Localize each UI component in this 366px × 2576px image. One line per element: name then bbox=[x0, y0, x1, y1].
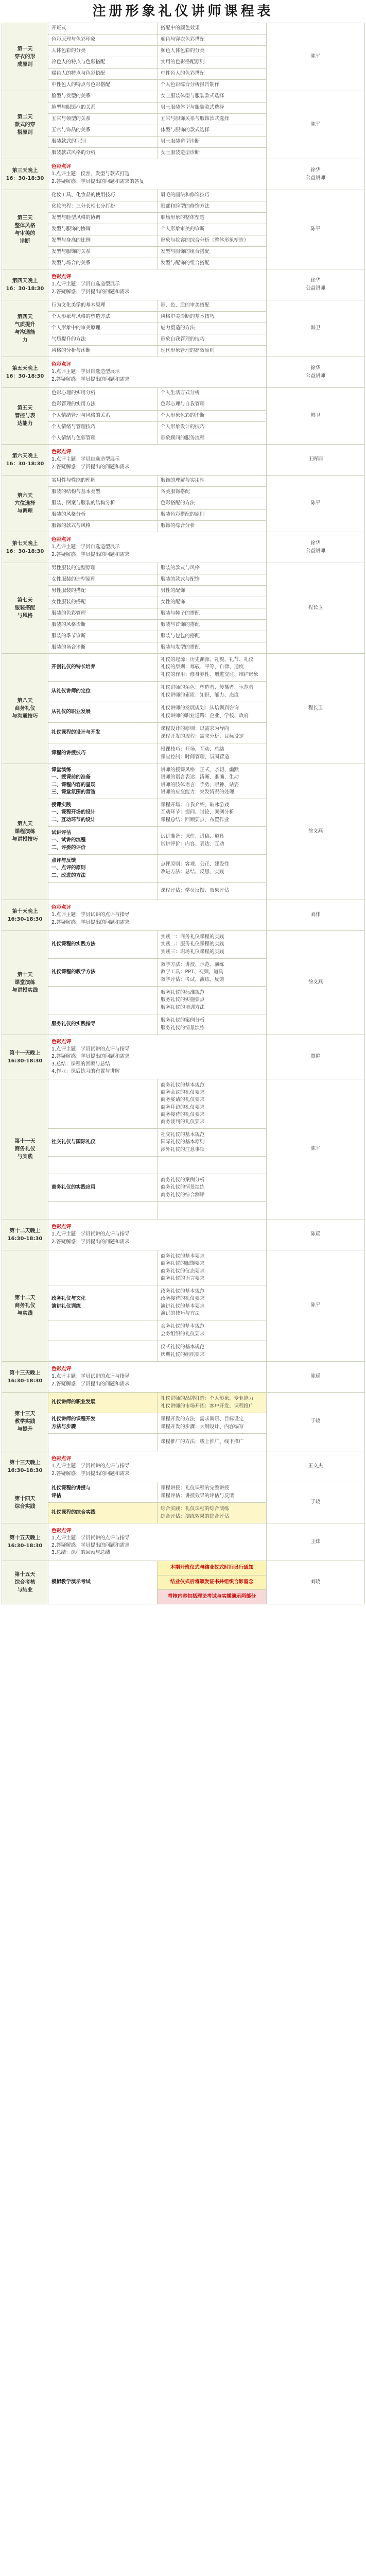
topic-cell: 颜色与穿衣色彩搭配 bbox=[158, 35, 267, 46]
day-label: 第十五天晚上 16:30-18:30 bbox=[2, 1523, 48, 1561]
topic-cell: 服装的结构与基本类型 bbox=[48, 487, 158, 498]
course-table-body bbox=[2, 23, 365, 1604]
table-row bbox=[2, 190, 365, 201]
teacher-name: 刘晓 bbox=[267, 1561, 365, 1604]
review-cell bbox=[48, 900, 267, 931]
topic-cell: 形象顾问的服务流程 bbox=[158, 433, 267, 445]
day-label: 第六天晚上 16：30-18:30 bbox=[2, 445, 48, 476]
topic-cell: 形象自我管理的技巧 bbox=[158, 334, 267, 346]
final-note: 考核内容包括理论考试与实操演示两部分 bbox=[158, 1590, 267, 1604]
topic-cell: 搭配中的颜色效果 bbox=[158, 23, 267, 35]
topic-cell: 各类服饰搭配 bbox=[158, 487, 267, 498]
day-label: 第十五天 综合考核 与结业 bbox=[2, 1561, 48, 1604]
topic-cell: 个人生活方式分析 bbox=[158, 388, 267, 399]
teacher-name: 韩卫 bbox=[267, 300, 365, 357]
day-label: 第五天 管控与表 达能力 bbox=[2, 388, 48, 445]
section-content: 实践一：商务礼仪课程的实践 实践二：服务礼仪课程的实践 实践三：职场礼仪课程的实践 bbox=[158, 931, 267, 959]
topic-cell: 中性色人的特点与色彩搭配 bbox=[48, 80, 158, 91]
topic-cell: 服装与发型的搭配 bbox=[158, 642, 267, 654]
topic-cell: 人体色彩的分类 bbox=[48, 46, 158, 57]
table-row bbox=[2, 159, 365, 190]
day-label: 第十天晚上 16:30-18:30 bbox=[2, 900, 48, 931]
topic-cell: 个人情绪与管理技巧 bbox=[48, 422, 158, 433]
section-content: 课程讲授：礼仪课程的完整讲授 课程评估：讲授效果的评估与反馈 bbox=[158, 1482, 267, 1503]
review-line: 4.作业：课后练习的布置与讲解 bbox=[51, 1068, 120, 1074]
section-heading: 礼仪课程的教学方法 bbox=[48, 959, 158, 987]
teacher-name: 徐华 公益讲师 bbox=[267, 159, 365, 190]
topic-cell: 服饰的理解与实用性 bbox=[158, 476, 267, 487]
section-content: 礼仪讲师的角色：塑造者、传播者、示范者 礼仪讲师的素质：知识、能力、态度 bbox=[158, 682, 267, 702]
topic-cell: 色彩管理的实用方法 bbox=[48, 399, 158, 411]
table-row bbox=[2, 764, 365, 799]
topic-cell: 魅力塑造的方法 bbox=[158, 323, 267, 334]
table-row bbox=[2, 931, 365, 959]
section-heading: 服务礼仪的实践指导 bbox=[48, 1014, 158, 1035]
table-row bbox=[2, 91, 365, 103]
topic-cell: 实用性与性能的理解 bbox=[48, 476, 158, 487]
topic-cell: 脸型与眼镜框的关系 bbox=[48, 103, 158, 114]
section-content: 服务礼仪的案例分析 服务礼仪的情景演练 bbox=[158, 1014, 267, 1035]
section-heading: 礼仪课程的讲授与 评估 bbox=[48, 1482, 158, 1503]
review-title: 色彩点评 bbox=[51, 1528, 72, 1534]
review-line: 2.答疑解惑：学员提出的问题和需求 bbox=[51, 1543, 130, 1548]
day-label: 第七天晚上 16：30-18:30 bbox=[2, 532, 48, 563]
topic-cell: 气质提升的方法 bbox=[48, 334, 158, 346]
topic-cell: 女性服装的搭配 bbox=[48, 597, 158, 608]
day-label: 第十一天 商务礼仪 与实践 bbox=[2, 1079, 48, 1219]
section-content: 社交礼仪的基本规范 国际礼仪的基本原则 涉外礼仪的注意事项 bbox=[158, 1129, 267, 1157]
topic-cell: 发型与服饰的关系 bbox=[48, 247, 158, 258]
section-heading bbox=[48, 1320, 158, 1341]
section-content: 试讲准备：课件、讲稿、道具 试讲评价：内容、表达、互动 bbox=[158, 827, 267, 855]
teacher-name: 徐文燕 bbox=[267, 764, 365, 900]
teacher-name: 徐华 公益讲师 bbox=[267, 357, 365, 388]
table-row bbox=[2, 23, 365, 35]
review-line: 1.点评主题：学员试讲的点评与指导 bbox=[51, 1463, 130, 1469]
review-cell bbox=[48, 357, 267, 388]
topic-cell: 女士服装造型诊断 bbox=[158, 148, 267, 159]
review-line: 1.点评主题：学员自选造型展示 bbox=[51, 369, 120, 375]
topic-cell: 服装的款式与风格 bbox=[158, 563, 267, 574]
teacher-name: 王文杰 bbox=[267, 1451, 365, 1482]
day-label: 第十二天 商务礼仪 与实践 bbox=[2, 1250, 48, 1362]
topic-cell: 服装的款式与配饰 bbox=[158, 574, 267, 586]
topic-cell: 脸型与发型的关系 bbox=[48, 91, 158, 103]
section-heading bbox=[48, 1157, 158, 1174]
review-line: 1.点评主题：学员试讲的点评与指导 bbox=[51, 1374, 130, 1380]
teacher-name: 陈平 bbox=[267, 1250, 365, 1362]
topic-cell: 开班式 bbox=[48, 23, 158, 35]
topic-cell: 服装与鞋子的搭配 bbox=[158, 608, 267, 620]
day-label: 第十天 课堂演练 与讲授实践 bbox=[2, 931, 48, 1035]
review-line: 1.点评主题：学员试讲的点评与指导 bbox=[51, 1535, 130, 1541]
review-title: 色彩点评 bbox=[51, 537, 72, 543]
topic-cell: 男性的配饰 bbox=[158, 586, 267, 597]
topic-cell: 风格审美诊断的基本技巧 bbox=[158, 312, 267, 323]
teacher-name: 陈瑶 bbox=[267, 1219, 365, 1250]
final-note: 结业仪式后将颁发证书并组织合影留念 bbox=[158, 1575, 267, 1590]
review-line: 1.点评主题：学员试讲的点评与指导 bbox=[51, 912, 130, 918]
review-cell bbox=[48, 1035, 267, 1079]
topic-cell: 实用的色彩搭配原则 bbox=[158, 57, 267, 69]
review-title: 色彩点评 bbox=[51, 1366, 72, 1372]
day-label: 第十三天晚上 16:30-18:30 bbox=[2, 1362, 48, 1393]
review-title: 色彩点评 bbox=[51, 1456, 72, 1462]
topic-cell: 职场形象的整体塑造 bbox=[158, 213, 267, 224]
topic-cell: 服装的风格分析 bbox=[48, 510, 158, 521]
section-content: 讲师的授课风格：正式、亲切、幽默 讲师的语言表达：清晰、准确、生动 讲师的肢体语言：手势、眼神、站姿 讲师的应变能力：突发情况的处理 bbox=[158, 764, 267, 799]
day-label: 第三天晚上 16：30-18:30 bbox=[2, 159, 48, 190]
teacher-name: 于晓 bbox=[267, 1482, 365, 1523]
section-content: 授课技巧：开场、互动、总结 课堂控制：时间管理、氛围营造 bbox=[158, 743, 267, 764]
review-line: 2.答疑解惑：学员提出的问题和需求 bbox=[51, 376, 130, 382]
day-label: 第二天 款式的穿 搭原则 bbox=[2, 91, 48, 159]
topic-cell: 服装款式风格的分析 bbox=[48, 148, 158, 159]
review-line: 2.答疑解惑：学员提出的问题和需求的答复 bbox=[51, 178, 145, 184]
page-title: 注册形象礼仪讲师课程表 bbox=[92, 4, 274, 19]
day-label: 第十二天晚上 16:30-18:30 bbox=[2, 1219, 48, 1250]
section-heading bbox=[48, 987, 158, 1014]
teacher-name: 陈平 bbox=[267, 1079, 365, 1219]
teacher-name: 于晓 bbox=[267, 1393, 365, 1451]
topic-cell: 形象与妆容的综合分析（整体形象塑造） bbox=[158, 235, 267, 247]
section-content: 礼仪讲师的发展规划：从培训到咨询 礼仪讲师的职业道路：企业、学校、政府 bbox=[158, 702, 267, 723]
topic-cell: 发型与服饰的协调 bbox=[48, 224, 158, 235]
review-line: 3.总结：课程的回顾与总结 bbox=[51, 1550, 110, 1556]
table-row bbox=[2, 1451, 365, 1482]
topic-cell: 体型与服饰的款式选择 bbox=[158, 125, 267, 137]
topic-cell: 现代形象管理的高效原则 bbox=[158, 346, 267, 357]
teacher-name: 程长卫 bbox=[267, 654, 365, 764]
topic-cell: 服装的季节诊断 bbox=[48, 631, 158, 642]
topic-cell: 色彩心理与自我管理 bbox=[158, 399, 267, 411]
topic-cell: 五官与领型的关系 bbox=[48, 114, 158, 125]
teacher-name: 王晖丽 bbox=[267, 445, 365, 476]
day-label: 第四天 气质提升 与沟通能 力 bbox=[2, 300, 48, 357]
section-content: 点评原则：客观、公正、建设性 改进方法：总结、反思、实践 bbox=[158, 855, 267, 883]
topic-cell: 个人形象色彩的诊断 bbox=[158, 411, 267, 422]
topic-cell: 服装的风格诊断 bbox=[48, 620, 158, 631]
table-row bbox=[2, 1079, 365, 1129]
review-line: 2.答疑解惑：学员提出的问题和需求 bbox=[51, 1470, 130, 1477]
day-label: 第四天晚上 16：30-18:30 bbox=[2, 269, 48, 300]
section-heading: 模拟教学演示考试 bbox=[48, 1561, 158, 1604]
review-cell bbox=[48, 1523, 267, 1561]
review-line: 2.答疑解惑：学员提出的问题和需求 bbox=[51, 919, 130, 925]
review-title: 色彩点评 bbox=[51, 1224, 72, 1230]
teacher-name: 程长卫 bbox=[267, 563, 365, 654]
section-heading: 授课实践 一、课程开场的设计 二、互动环节的设计 bbox=[48, 799, 158, 827]
topic-cell: 发型与配饰的组合搭配 bbox=[158, 258, 267, 269]
topic-cell: 眉毛的画法和修饰技巧 bbox=[158, 190, 267, 201]
section-content: 仪式礼仪的基本规范 庆典礼仪的组织要求 bbox=[158, 1341, 267, 1362]
topic-cell: 五官与服饰关系与服饰款式选择 bbox=[158, 114, 267, 125]
table-row bbox=[2, 1250, 365, 1285]
section-heading: 从礼仪的职业发展 bbox=[48, 702, 158, 723]
section-content: 课程设计的原则：以需求为导向 课程开发的流程：需求分析、目标设定 bbox=[158, 723, 267, 743]
topic-cell: 个人形象设计的技巧 bbox=[158, 422, 267, 433]
table-row bbox=[2, 476, 365, 487]
topic-cell: 男性服装的造型原理 bbox=[48, 563, 158, 574]
topic-cell: 发型与服饰的组合搭配 bbox=[158, 247, 267, 258]
table-row bbox=[2, 300, 365, 312]
day-label: 第八天 商务礼仪 与沟通技巧 bbox=[2, 654, 48, 764]
section-heading: 社交礼仪与国际礼仪 bbox=[48, 1129, 158, 1157]
section-content: 课程开场：自我介绍、破冰游戏 互动环节：提问、讨论、案例分析 课程总结：回顾要点、布置作业 bbox=[158, 799, 267, 827]
topic-cell: 眼部和脸型的修饰方法 bbox=[158, 201, 267, 213]
day-label: 第一天 穿衣的形 成原则 bbox=[2, 23, 48, 91]
table-row bbox=[2, 1561, 365, 1575]
topic-cell: 女性服装的造型原理 bbox=[48, 574, 158, 586]
review-line: 1.点评主题：学员试讲的点评与指导 bbox=[51, 1046, 130, 1053]
teacher-name: 徐华 公益讲师 bbox=[267, 269, 365, 300]
topic-cell: 中性色人的色彩搭配 bbox=[158, 69, 267, 80]
review-line: 2.答疑解惑：学员提出的问题和需求 bbox=[51, 464, 130, 470]
topic-cell: 个人情绪管理与风格的关系 bbox=[48, 411, 158, 422]
section-heading: 试讲评估 一、试讲的流程 二、评委的评价 bbox=[48, 827, 158, 855]
topic-cell: 冷色人的特点与色彩搭配 bbox=[48, 57, 158, 69]
topic-cell: 形、色、质的审美搭配 bbox=[158, 300, 267, 312]
teacher-name: 陈平 bbox=[267, 476, 365, 532]
section-heading: 礼仪讲师的课程开发 方法与步骤 bbox=[48, 1413, 158, 1434]
section-heading: 开创礼仪的特长培养 bbox=[48, 654, 158, 682]
review-cell bbox=[48, 1362, 267, 1393]
topic-cell: 色彩心理的实用分析 bbox=[48, 388, 158, 399]
topic-cell: 化妆工具、化妆品的使用技巧 bbox=[48, 190, 158, 201]
teacher-name: 陈瑶 bbox=[267, 1362, 365, 1393]
day-label: 第七天 服装搭配 与风格 bbox=[2, 563, 48, 654]
review-cell bbox=[48, 1219, 267, 1250]
topic-cell: 色彩原理与色彩印象 bbox=[48, 35, 158, 46]
section-heading bbox=[48, 1434, 158, 1451]
topic-cell: 服装与首饰的搭配 bbox=[158, 620, 267, 631]
teacher-name: 王炜 bbox=[267, 1523, 365, 1561]
section-heading: 点评与反馈 一、点评的原则 二、改进的方法 bbox=[48, 855, 158, 883]
teacher-name: 徐华 公益讲师 bbox=[267, 532, 365, 563]
topic-cell: 化妆流程：三分长相七分打扮 bbox=[48, 201, 158, 213]
topic-cell: 服装色彩搭配的原则 bbox=[158, 510, 267, 521]
section-heading bbox=[48, 883, 158, 900]
table-row bbox=[2, 357, 365, 388]
table-row bbox=[2, 1523, 365, 1561]
final-note: 本期开班仪式与结业仪式时间另行通知 bbox=[158, 1561, 267, 1575]
section-content: 商务礼仪的基本规范 商务会议的礼仪要求 商务宴请的礼仪要求 商务拜访的礼仪要求 商务接待的礼仪要求 商务谈判的礼仪要求 bbox=[158, 1079, 267, 1129]
table-row bbox=[2, 1482, 365, 1503]
section-content: 商务礼仪的基本要求 商务礼仪的服饰要求 商务礼仪的仪态要求 商务礼仪的语言要求 bbox=[158, 1250, 267, 1285]
review-title: 色彩点评 bbox=[51, 1039, 72, 1045]
section-heading: 礼仪讲师的职业发展 bbox=[48, 1393, 158, 1413]
day-label: 第三天 整体风格 与审美的 诊断 bbox=[2, 190, 48, 269]
topic-cell: 男士服装造型诊断 bbox=[158, 137, 267, 148]
topic-cell: 暖色人的特点与色彩搭配 bbox=[48, 69, 158, 80]
table-row bbox=[2, 532, 365, 563]
review-cell bbox=[48, 532, 267, 563]
review-title: 色彩点评 bbox=[51, 164, 72, 170]
table-row bbox=[2, 563, 365, 574]
table-row bbox=[2, 900, 365, 931]
topic-cell: 服装的场合诊断 bbox=[48, 642, 158, 654]
topic-cell: 颜色人体色彩的分类 bbox=[158, 46, 267, 57]
section-heading: 商务礼仪的实践应用 bbox=[48, 1174, 158, 1202]
review-line: 1.点评主题：学员自选造型展示 bbox=[51, 281, 120, 287]
review-line: 2.答疑解惑：学员提出的问题和需求 bbox=[51, 551, 130, 557]
topic-cell: 服装款式的识别 bbox=[48, 137, 158, 148]
table-row bbox=[2, 1362, 365, 1393]
section-heading: 礼仪课程的设计与开发 bbox=[48, 723, 158, 743]
topic-cell: 女性的配饰 bbox=[158, 597, 267, 608]
review-line: 2.答疑解惑：学员提出的问题和需求 bbox=[51, 1381, 130, 1387]
review-line: 1.点评主题：学员自选造型展示 bbox=[51, 456, 120, 463]
section-content: 课程评估：学员反馈、效果评估 bbox=[158, 883, 267, 900]
topic-cell: 服饰的综合分析 bbox=[158, 521, 267, 532]
section-content bbox=[158, 1202, 267, 1219]
section-content: 课程开发的方法：需求调研、目标设定 课程开发的步骤：大纲设计、内容编写 bbox=[158, 1413, 267, 1434]
review-cell bbox=[48, 269, 267, 300]
teacher-name: 徐文燕 bbox=[267, 931, 365, 1035]
topic-cell: 服装的色彩管理 bbox=[48, 608, 158, 620]
topic-cell: 行为文化美学的基本原理 bbox=[48, 300, 158, 312]
review-cell bbox=[48, 159, 267, 190]
table-row bbox=[2, 654, 365, 682]
review-line: 2.答疑解惑：学员提出的问题和需求 bbox=[51, 1054, 130, 1060]
topic-cell: 男士服装体型与服装款式选择 bbox=[158, 103, 267, 114]
topic-cell: 服装、图案与服装的结构分析 bbox=[48, 498, 158, 510]
review-title: 色彩点评 bbox=[51, 449, 72, 455]
topic-cell: 风格的分析与诊断 bbox=[48, 346, 158, 357]
day-label: 第九天 课程演练 与讲授技巧 bbox=[2, 764, 48, 900]
section-heading: 礼仪课程的综合实践 bbox=[48, 1503, 158, 1523]
review-cell bbox=[48, 445, 267, 476]
table-row bbox=[2, 1035, 365, 1079]
topic-cell: 服饰的款式与风格 bbox=[48, 521, 158, 532]
section-heading: 课堂演练 一、授课前的准备 二、课程内容的呈现 三、课堂氛围的营造 bbox=[48, 764, 158, 799]
section-content bbox=[158, 1157, 267, 1174]
section-content: 服务礼仪的标准规范 服务礼仪的实施要点 服务礼仪的培训方法 bbox=[158, 987, 267, 1014]
course-table bbox=[2, 23, 365, 1604]
topic-cell: 个人形象与风格的塑造方法 bbox=[48, 312, 158, 323]
day-label: 第十四天 综合实践 bbox=[2, 1482, 48, 1523]
section-heading: 课程的讲授技巧 bbox=[48, 743, 158, 764]
day-label: 第五天晚上 16：30-18:30 bbox=[2, 357, 48, 388]
review-line: 1.点评主题：学员自选造型展示 bbox=[51, 544, 120, 550]
section-heading: 政务礼仪与文化 演讲礼仪训练 bbox=[48, 1285, 158, 1320]
table-row bbox=[2, 445, 365, 476]
day-label: 第十一天晚上 16:30-18:30 bbox=[2, 1035, 48, 1079]
teacher-name: 韩卫 bbox=[267, 388, 365, 445]
section-heading: 礼仪课程的实践方法 bbox=[48, 931, 158, 959]
review-title: 色彩点评 bbox=[51, 362, 72, 368]
section-content: 商务礼仪的案例分析 商务礼仪的情景演练 商务礼仪的综合测评 bbox=[158, 1174, 267, 1202]
table-row bbox=[2, 388, 365, 399]
table-row bbox=[2, 1219, 365, 1250]
topic-cell: 发型与场合的关系 bbox=[48, 258, 158, 269]
topic-cell: 发型与脸型风格的协调 bbox=[48, 213, 158, 224]
review-title: 色彩点评 bbox=[51, 905, 72, 911]
teacher-name: 陈平 bbox=[267, 91, 365, 159]
topic-cell: 服装与包包的搭配 bbox=[158, 631, 267, 642]
section-heading: 从礼仪讲师的定位 bbox=[48, 682, 158, 702]
day-label: 第六天 穴位选择 与调理 bbox=[2, 476, 48, 532]
section-heading bbox=[48, 1202, 158, 1219]
topic-cell: 发型与身高的比例 bbox=[48, 235, 158, 247]
topic-cell: 个人色彩综合分析报告制作 bbox=[158, 80, 267, 91]
topic-cell: 女士服装体型与服装款式选择 bbox=[158, 91, 267, 103]
section-content: 综合实践：礼仪课程的综合演练 综合评估：演练效果的综合评估 bbox=[158, 1503, 267, 1523]
topic-cell: 个人情绪与色彩管理 bbox=[48, 433, 158, 445]
topic-cell: 男性服装的搭配 bbox=[48, 586, 158, 597]
table-row bbox=[2, 1393, 365, 1413]
teacher-name: 陈平 bbox=[267, 23, 365, 91]
teacher-name: 刘伟 bbox=[267, 900, 365, 931]
review-line: 1.点评主题：学员试讲的点评与指导 bbox=[51, 1231, 130, 1238]
topic-cell: 个人形象审美的诊断 bbox=[158, 224, 267, 235]
topic-cell: 五官与饰品的关系 bbox=[48, 125, 158, 137]
section-content: 课程推广的方法：线上推广、线下推广 bbox=[158, 1434, 267, 1451]
topic-cell: 色彩搭配的方法 bbox=[158, 498, 267, 510]
section-heading bbox=[48, 1079, 158, 1129]
review-line: 2.答疑解惑：学员提出的问题和需求 bbox=[51, 289, 130, 295]
section-content: 礼仪的起源：历史渊源、礼貌、礼节、礼仪 礼仪的原则：尊敬、平等、自律、适度 礼仪的作用：修身养性、增进交往、维护形象 bbox=[158, 654, 267, 682]
section-heading bbox=[48, 1250, 158, 1285]
day-label: 第十三天晚上 16:30-18:30 bbox=[2, 1451, 48, 1482]
section-heading bbox=[48, 1341, 158, 1362]
review-line: 1.点评主题：仪容、发型与款式打造 bbox=[51, 171, 130, 177]
section-content: 会务礼仪的基本规范 会务组织的礼仪要求 bbox=[158, 1320, 267, 1341]
topic-cell: 个人形象中的审美原理 bbox=[48, 323, 158, 334]
section-content: 礼仪讲师的品牌打造：个人形象、专业能力 礼仪讲师的市场开拓：客户开发、课程推广 bbox=[158, 1393, 267, 1413]
review-line: 3.总结：课程的回顾与总结 bbox=[51, 1061, 110, 1067]
table-row bbox=[2, 269, 365, 300]
review-title: 色彩点评 bbox=[51, 274, 72, 280]
teacher-name: 陈平 bbox=[267, 190, 365, 269]
day-label: 第十三天 教学实践 与提升 bbox=[2, 1393, 48, 1451]
review-cell bbox=[48, 1451, 267, 1482]
review-line: 2.答疑解惑：学员提出的问题和需求 bbox=[51, 1239, 130, 1245]
section-content: 教学方法：讲授、示范、演练 教学工具：PPT、视频、道具 教学评估：考试、演练、反馈 bbox=[158, 959, 267, 987]
teacher-name: 覃艳 bbox=[267, 1035, 365, 1079]
section-content: 政务礼仪的基本规范 政务接待的礼仪要求 演讲礼仪的基本要求 演讲的技巧与方法 bbox=[158, 1285, 267, 1320]
